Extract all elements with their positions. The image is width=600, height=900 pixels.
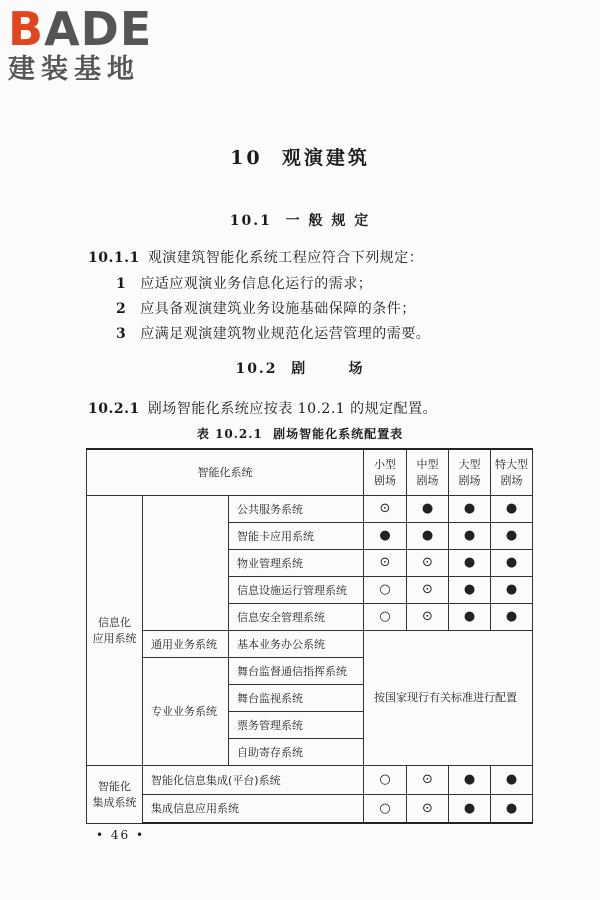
table-row: [87, 495, 533, 522]
logo-brand: [8, 4, 178, 54]
clause-10-2-1: [88, 398, 437, 418]
list-item: [116, 273, 372, 293]
clause-10-1-1: [88, 247, 423, 267]
item-text: 应具备观演建筑业务设施基础保障的条件；: [140, 301, 416, 317]
cell-value: ⊙: [407, 765, 449, 794]
header-line: 剧场: [416, 474, 439, 488]
header-extra-large: [491, 449, 533, 495]
row-name: 自助寄存系统: [229, 738, 364, 765]
cell-value: ●: [491, 603, 533, 630]
logo-brand-accent: B: [8, 2, 45, 56]
cell-value: ●: [491, 549, 533, 576]
item-number: 1: [116, 276, 127, 292]
cell-value: ⊙: [407, 576, 449, 603]
group-label-line: 应用系统: [92, 632, 137, 645]
cell-value: ●: [449, 765, 491, 794]
group-label-info-app: [87, 495, 143, 765]
item-number: 3: [116, 326, 127, 342]
cell-value: ●: [491, 765, 533, 794]
cell-value: ●: [491, 522, 533, 549]
cell-value: ⊙: [407, 794, 449, 823]
row-name: 公共服务系统: [229, 495, 364, 522]
cell-value: ⊙: [364, 549, 407, 576]
cell-value: ●: [449, 603, 491, 630]
header-line: 小型: [374, 458, 396, 472]
cell-value: ●: [407, 522, 449, 549]
cell-value: ○: [364, 603, 407, 630]
cell-value: ●: [491, 495, 533, 522]
empty-cell: [143, 495, 229, 630]
row-name: 物业管理系统: [229, 549, 364, 576]
cell-value: ●: [364, 522, 407, 549]
row-name: 智能化信息集成(平台)系统: [143, 765, 364, 794]
cell-value: ●: [491, 794, 533, 823]
cell-value: ●: [491, 576, 533, 603]
cell-value: ●: [449, 549, 491, 576]
group-label-line: 智能化: [98, 780, 131, 793]
row-name: 信息安全管理系统: [229, 603, 364, 630]
row-name: 智能卡应用系统: [229, 522, 364, 549]
header-line: 剧场: [458, 474, 481, 488]
clause-number: 10.1.1: [88, 250, 140, 266]
item-text: 应满足观演建筑物业规范化运营管理的需要。: [140, 326, 431, 342]
page-number: • 46 •: [96, 828, 146, 842]
special-business-label: 专业业务系统: [143, 657, 229, 765]
chapter-title: 10 观演建筑: [230, 147, 370, 169]
cell-value: ⊙: [407, 603, 449, 630]
section-title-general: 10.1 一 般 规 定: [229, 213, 371, 229]
clause-text: 剧场智能化系统应按表 10.2.1 的规定配置。: [147, 401, 438, 417]
header-line: 中型: [416, 458, 439, 472]
config-table: [86, 448, 533, 824]
cell-value: ⊙: [364, 495, 407, 522]
table-header-row: [87, 449, 533, 495]
clause-number: 10.2.1: [88, 401, 140, 417]
group-label-line: 信息化: [98, 616, 131, 629]
cell-value: ●: [407, 495, 449, 522]
header-medium: [407, 449, 449, 495]
row-name: 集成信息应用系统: [143, 794, 364, 823]
header-system: 智能化系统: [87, 449, 364, 495]
list-item: [116, 298, 416, 318]
general-business-label: 通用业务系统: [143, 630, 229, 657]
cell-value: ●: [449, 522, 491, 549]
table-row: [87, 794, 533, 823]
table-title: 表 10.2.1 剧场智能化系统配置表: [196, 427, 404, 441]
section-title-theater: 10.2 剧 场: [235, 361, 365, 377]
row-name: 票务管理系统: [229, 711, 364, 738]
clause-text: 观演建筑智能化系统工程应符合下列规定：: [147, 250, 424, 266]
group-label-line: 集成系统: [92, 796, 137, 809]
cell-value: ○: [364, 794, 407, 823]
item-text: 应适应观演业务信息化运行的需求；: [140, 276, 373, 292]
table-row: [87, 630, 533, 657]
row-name: 舞台监督通信指挥系统: [229, 657, 364, 684]
row-name: 信息设施运行管理系统: [229, 576, 364, 603]
item-number: 2: [116, 301, 127, 317]
header-line: 大型: [458, 458, 481, 472]
list-item: [116, 323, 430, 343]
cell-value: ⊙: [407, 549, 449, 576]
logo-subtitle: 建装基地: [8, 54, 140, 85]
cell-value: ○: [364, 765, 407, 794]
cell-value: ●: [449, 794, 491, 823]
row-name: 舞台监视系统: [229, 684, 364, 711]
header-line: 剧场: [374, 474, 396, 488]
cell-value: ○: [364, 576, 407, 603]
standard-note: 按国家现行有关标准进行配置: [374, 690, 517, 704]
header-large: [449, 449, 491, 495]
table-row: [87, 765, 533, 794]
header-line: 剧场: [500, 474, 523, 488]
logo-brand-rest: ADE: [44, 2, 153, 56]
row-name: 基本业务办公系统: [229, 630, 364, 657]
standard-note-cell: [364, 630, 533, 765]
logo: [8, 4, 178, 86]
cell-value: ●: [449, 576, 491, 603]
header-small: [364, 449, 407, 495]
header-line: 特大型: [495, 458, 528, 472]
cell-value: ●: [449, 495, 491, 522]
group-label-integration: [87, 765, 143, 823]
